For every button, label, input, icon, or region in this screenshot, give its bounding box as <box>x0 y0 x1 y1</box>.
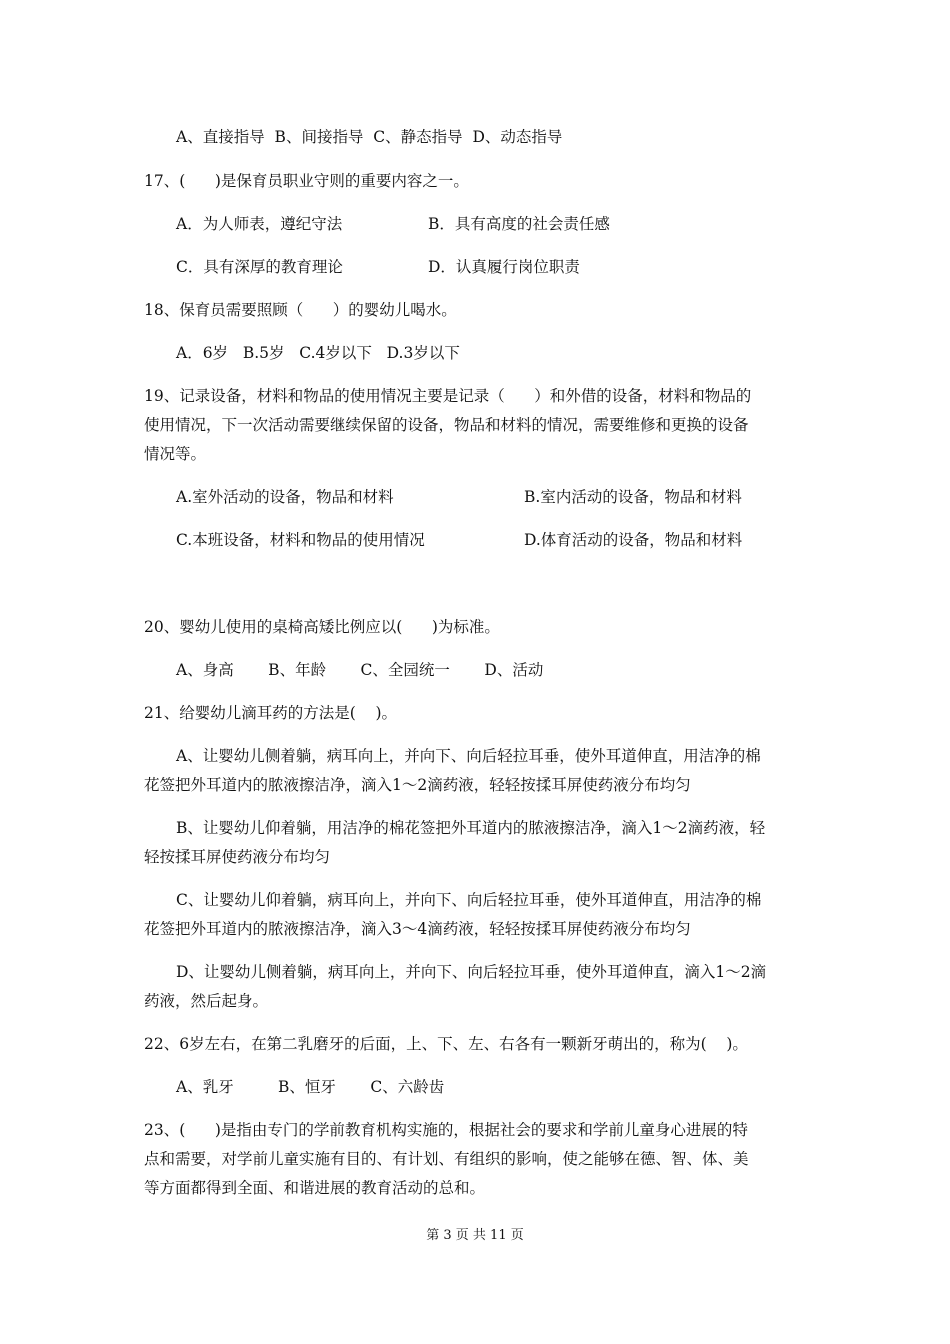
q20-stem: 20、婴幼儿使用的桌椅高矮比例应以( )为标准。 <box>144 618 500 636</box>
q19-option-b: B.室内活动的设备，物品和材料 <box>524 488 742 506</box>
q19-option-a: A.室外活动的设备，物品和材料 <box>176 488 394 506</box>
q21-option-d-line-1: D、让婴幼儿侧着躺，病耳向上，并向下、向后轻拉耳垂，使外耳道伸直，滴入1～2滴 <box>176 963 767 981</box>
q21-option-b-line-2: 轻按揉耳屏使药液分布均匀 <box>144 848 331 866</box>
q23-stem-line-2: 点和需要，对学前儿童实施有目的、有计划、有组织的影响，使之能够在德、智、体、美 <box>144 1150 749 1168</box>
q17-option-d: D．认真履行岗位职责 <box>428 258 580 276</box>
q17-option-b: B．具有高度的社会责任感 <box>428 215 610 233</box>
q21-option-d-line-2: 药液，然后起身。 <box>144 992 269 1010</box>
q18-stem: 18、保育员需要照顾（ ）的婴幼儿喝水。 <box>144 301 457 319</box>
q17-option-c: C．具有深厚的教育理论 <box>176 258 343 276</box>
q16-options: A、直接指导 B、间接指导 C、静态指导 D、动态指导 <box>176 128 563 146</box>
q18-options: A．6岁 B.5岁 C.4岁以下 D.3岁以下 <box>176 344 460 362</box>
q21-option-a-line-1: A、让婴幼儿侧着躺，病耳向上，并向下、向后轻拉耳垂，使外耳道伸直，用洁净的棉 <box>176 747 761 765</box>
q17-stem: 17、( )是保育员职业守则的重要内容之一。 <box>144 172 469 190</box>
q19-option-c: C.本班设备，材料和物品的使用情况 <box>176 531 425 549</box>
q21-stem: 21、给婴幼儿滴耳药的方法是( )。 <box>144 704 398 722</box>
q17-option-a: A．为人师表，遵纪守法 <box>176 215 343 233</box>
q21-option-c-line-2: 花签把外耳道内的脓液擦洁净，滴入3～4滴药液，轻轻按揉耳屏使药液分布均匀 <box>144 920 691 938</box>
q19-stem-line-3: 情况等。 <box>144 445 207 463</box>
q22-stem: 22、6岁左右，在第二乳磨牙的后面，上、下、左、右各有一颗新牙萌出的，称为( )。 <box>144 1035 748 1053</box>
q21-option-a-line-2: 花签把外耳道内的脓液擦洁净，滴入1～2滴药液，轻轻按揉耳屏使药液分布均匀 <box>144 776 691 794</box>
q19-option-d: D.体育活动的设备，物品和材料 <box>524 531 743 549</box>
q23-stem-line-3: 等方面都得到全面、和谐进展的教育活动的总和。 <box>144 1179 486 1197</box>
q23-stem-line-1: 23、( )是指由专门的学前教育机构实施的，根据社会的要求和学前儿童身心进展的特 <box>144 1121 748 1139</box>
q19-stem-line-1: 19、记录设备，材料和物品的使用情况主要是记录（ ）和外借的设备，材料和物品的 <box>144 387 752 405</box>
q19-stem-line-2: 使用情况，下一次活动需要继续保留的设备，物品和材料的情况，需要维修和更换的设备 <box>144 416 749 434</box>
q21-option-b-line-1: B、让婴幼儿仰着躺，用洁净的棉花签把外耳道内的脓液擦洁净，滴入1～2滴药液，轻 <box>176 819 766 837</box>
page-number: 第 3 页 共 11 页 <box>426 1228 524 1243</box>
q21-option-c-line-1: C、让婴幼儿仰着躺，病耳向上，并向下、向后轻拉耳垂，使外耳道伸直，用洁净的棉 <box>176 891 762 909</box>
q20-options: A、身高 B、年龄 C、全园统一 D、活动 <box>176 661 544 679</box>
q22-options: A、乳牙 B、恒牙 C、六龄齿 <box>176 1078 445 1096</box>
